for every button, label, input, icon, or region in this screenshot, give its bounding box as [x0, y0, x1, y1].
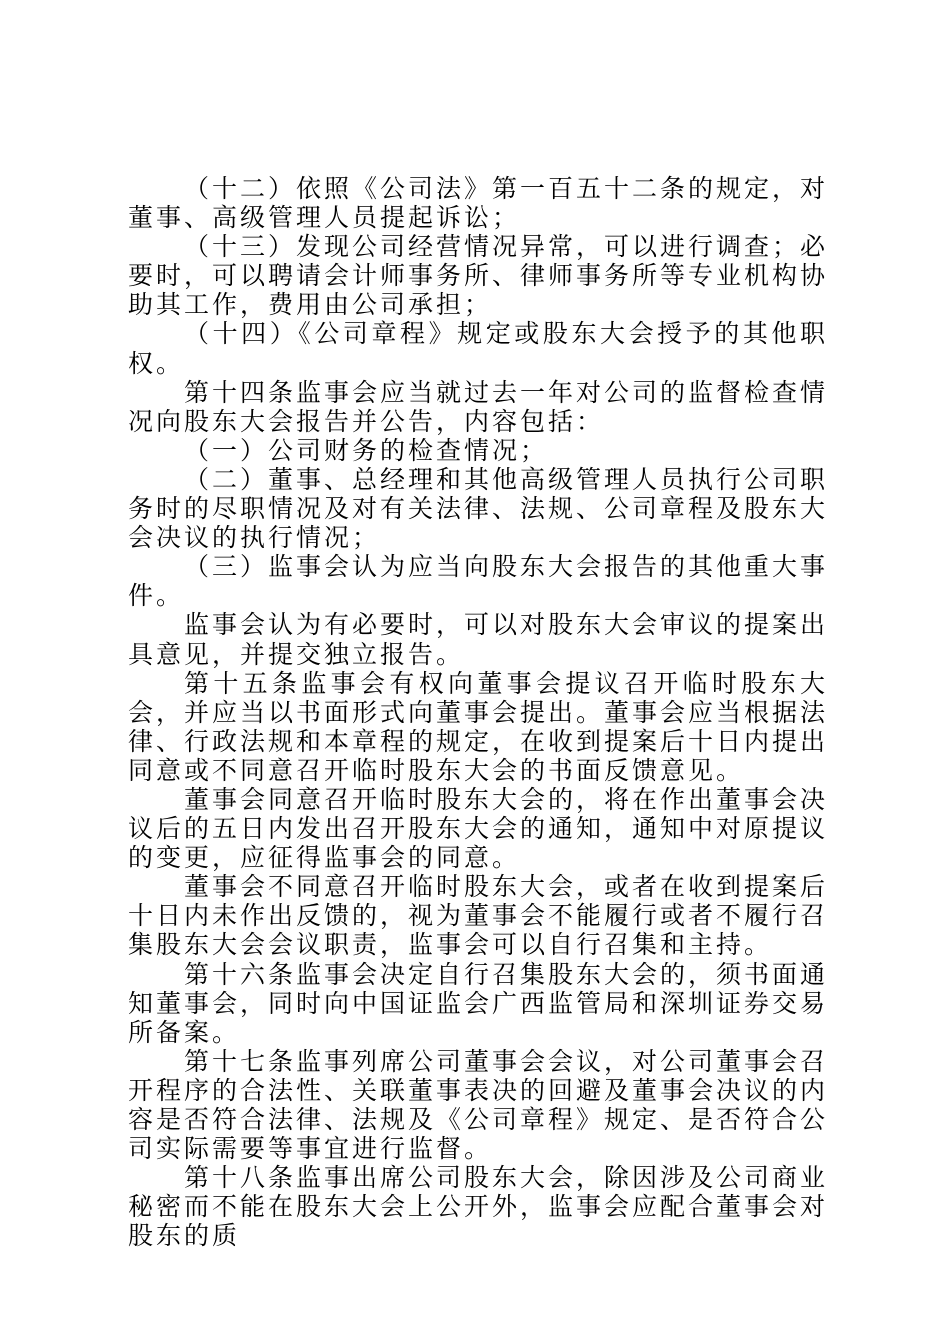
paragraph-board-agrees: 董事会同意召开临时股东大会的，将在作出董事会决议后的五日内发出召开股东大会的通知，通知中对原提议的变更，应征得监事会的同意。 — [128, 784, 829, 873]
paragraph-article-14-item-3: （三）监事会认为应当向股东大会报告的其他重大事件。 — [128, 552, 829, 611]
paragraph-article-14: 第十四条监事会应当就过去一年对公司的监督检查情况向股东大会报告并公告，内容包括： — [128, 377, 829, 436]
paragraph-independent-report: 监事会认为有必要时，可以对股东大会审议的提案出具意见，并提交独立报告。 — [128, 610, 829, 669]
paragraph-article-15: 第十五条监事会有权向董事会提议召开临时股东大会，并应当以书面形式向董事会提出。董事会应当根据法律、行政法规和本章程的规定，在收到提案后十日内提出同意或不同意召开临时股东大会的书面反馈意见。 — [128, 668, 829, 785]
paragraph-article-16: 第十六条监事会决定自行召集股东大会的，须书面通知董事会，同时向中国证监会广西监管局和深圳证券交易所备案。 — [128, 959, 829, 1047]
paragraph-article-17: 第十七条监事列席公司董事会会议，对公司董事会召开程序的合法性、关联董事表决的回避及董事会决议的内容是否符合法律、法规及《公司章程》规定、是否符合公司实际需要等事宜进行监督。 — [128, 1046, 829, 1164]
paragraph-article-18: 第十八条监事出席公司股东大会，除因涉及公司商业秘密而不能在股东大会上公开外，监事会应配合董事会对股东的质 — [128, 1163, 829, 1251]
document-body — [128, 174, 828, 1250]
paragraph-item-14-other-powers: （十四）《公司章程》规定或股东大会授予的其他职权。 — [128, 319, 828, 378]
paragraph-board-disagrees: 董事会不同意召开临时股东大会，或者在收到提案后十日内未作出反馈的，视为董事会不能履行或者不履行召集股东大会会议职责，监事会可以自行召集和主持。 — [128, 872, 829, 960]
paragraph-item-13-investigation: （十三）发现公司经营情况异常，可以进行调查；必要时，可以聘请会计师事务所、律师事务所等专业机构协助其工作，费用由公司承担； — [128, 232, 829, 320]
paragraph-article-14-item-1: （一）公司财务的检查情况； — [184, 435, 549, 465]
paragraph-article-14-item-2: （二）董事、总经理和其他高级管理人员执行公司职务时的尽职情况及对有关法律、法规、公司章程及股东大会决议的执行情况； — [128, 464, 829, 553]
paragraph-item-12-lawsuit: （十二）依照《公司法》第一百五十二条的规定，对董事、高级管理人员提起诉讼； — [128, 174, 829, 233]
